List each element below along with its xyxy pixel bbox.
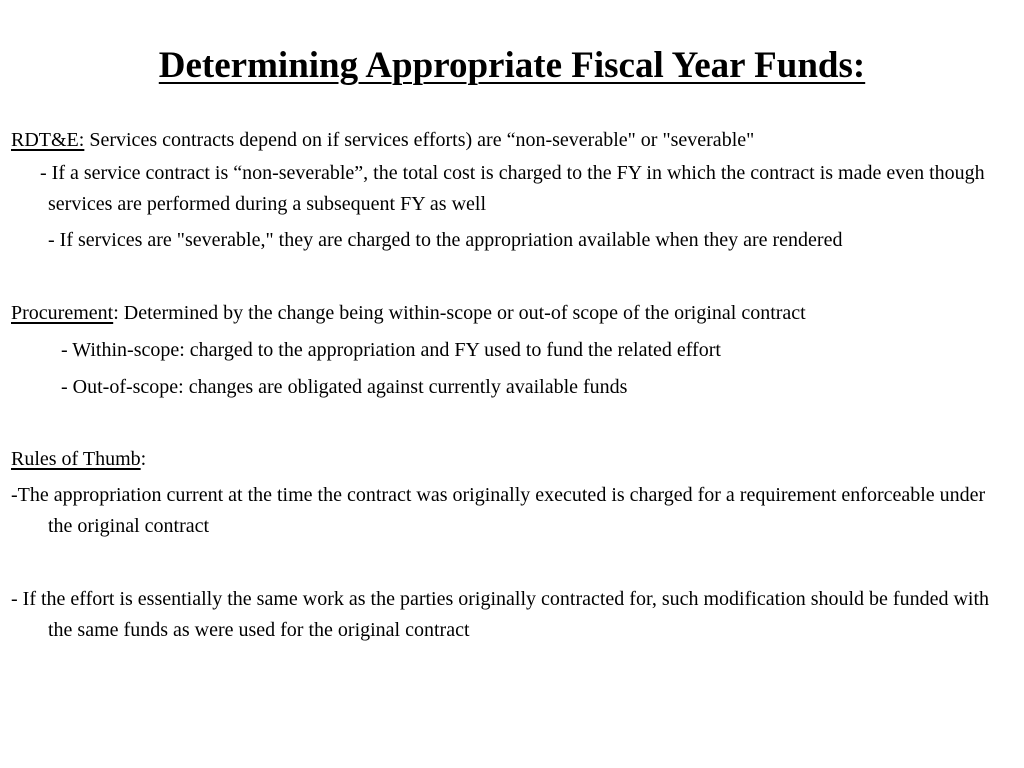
rdte-point-severable: - If services are "severable," they are charged to the appropriation available when they are rendered bbox=[48, 229, 843, 251]
procurement-paragraph bbox=[11, 298, 991, 329]
rdte-paragraph bbox=[11, 125, 991, 156]
rdte-point-non-severable: - If a service contract is “non-severable”, the total cost is charged to the FY in which the contract is made even though services are performed during a subsequent FY as well bbox=[40, 162, 985, 215]
rule-two: - If the effort is essentially the same work as the parties originally contracted for, such modification should be funded with the same funds as were used for the original contract bbox=[11, 588, 989, 641]
slide-body bbox=[11, 125, 991, 646]
rules-heading: Rules of Thumb bbox=[11, 448, 141, 470]
rdte-text: Services contracts depend on if services efforts) are “non-severable" or "severable" bbox=[84, 129, 755, 151]
procurement-text: : Determined by the change being within-scope or out-of scope of the original contract bbox=[113, 302, 806, 324]
procurement-point-out-of-scope: - Out-of-scope: changes are obligated against currently available funds bbox=[61, 376, 628, 398]
slide-title: Determining Appropriate Fiscal Year Funds: bbox=[158, 45, 866, 86]
rule-one: -The appropriation current at the time the contract was originally executed is charged for a requirement enforceable under the original contract bbox=[11, 484, 986, 537]
rules-colon: : bbox=[140, 448, 147, 470]
rdte-heading: RDT&E: bbox=[11, 129, 85, 151]
procurement-point-within-scope: - Within-scope: charged to the appropriation and FY used to fund the related effort bbox=[61, 339, 721, 361]
procurement-heading: Procurement bbox=[11, 302, 114, 324]
rules-heading-line bbox=[11, 444, 991, 475]
